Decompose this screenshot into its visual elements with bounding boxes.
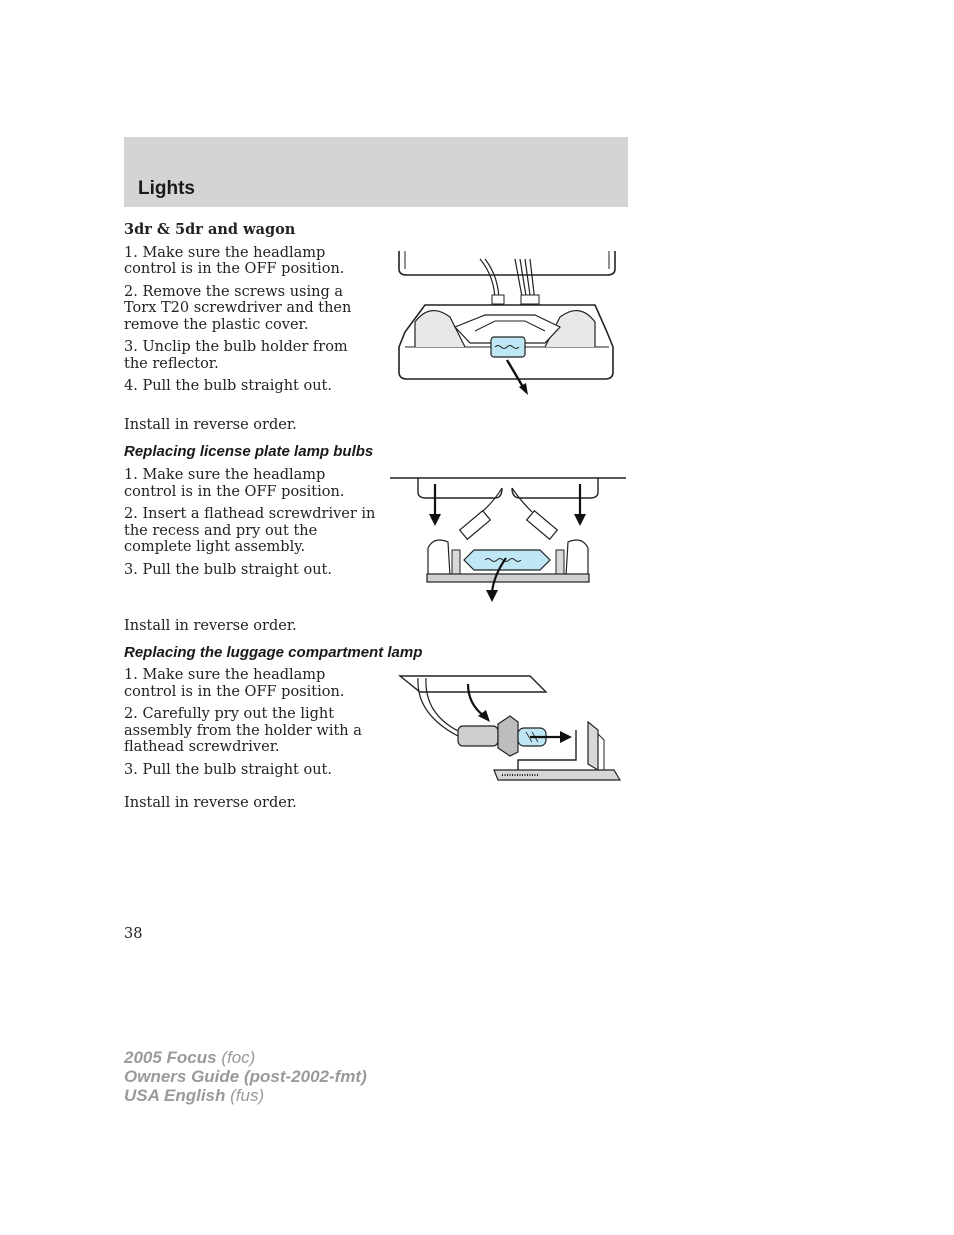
install-note-3: Install in reverse order. bbox=[124, 795, 297, 811]
luggage-lamp-illustration bbox=[398, 674, 623, 786]
section-luggage-lamp-text bbox=[124, 667, 369, 784]
footer-model-code: (foc) bbox=[221, 1048, 256, 1067]
step-2: 2. Remove the screws using a Torx T20 screwdriver and then remove the plastic cover. bbox=[124, 283, 352, 333]
step-3: 3. Pull the bulb straight out. bbox=[124, 761, 332, 778]
step-1: 1. Make sure the headlamp control is in the OFF position. bbox=[124, 467, 345, 500]
page-number: 38 bbox=[124, 926, 143, 942]
section-header-band bbox=[124, 137, 628, 207]
footer-line-2: Owners Guide (post-2002-fmt) bbox=[124, 1067, 367, 1086]
step-1: 1. Make sure the headlamp control is in the OFF position. bbox=[124, 244, 345, 277]
step-1: 1. Make sure the headlamp control is in the OFF position. bbox=[124, 667, 345, 700]
footer-line-3 bbox=[124, 1086, 367, 1105]
footer-line-1 bbox=[124, 1048, 367, 1067]
heading-luggage-compartment-lamp: Replacing the luggage compartment lamp bbox=[124, 644, 423, 661]
dome-lamp-illustration bbox=[395, 247, 625, 402]
document-footer bbox=[124, 1048, 367, 1105]
install-note-1: Install in reverse order. bbox=[124, 417, 297, 433]
license-plate-lamp-illustration bbox=[390, 470, 628, 610]
footer-language-code: (fus) bbox=[230, 1086, 265, 1105]
section-license-plate-text bbox=[124, 467, 376, 584]
step-2: 2. Insert a flathead screwdriver in the recess and pry out the complete light assembly. bbox=[124, 506, 376, 555]
step-3: 3. Unclip the bulb holder from the reflector. bbox=[124, 339, 348, 372]
install-note-2: Install in reverse order. bbox=[124, 618, 297, 634]
step-4: 4. Pull the bulb straight out. bbox=[124, 378, 332, 394]
footer-language: USA English bbox=[124, 1086, 226, 1105]
section-title: Lights bbox=[138, 178, 195, 199]
heading-license-plate-lamp: Replacing license plate lamp bulbs bbox=[124, 443, 374, 460]
step-2: 2. Carefully pry out the light assembly from the holder with a flathead screwdriver. bbox=[124, 706, 362, 755]
subheading-3dr-5dr-wagon: 3dr & 5dr and wagon bbox=[124, 221, 296, 238]
section-dome-lamp-text bbox=[124, 222, 374, 401]
step-3: 3. Pull the bulb straight out. bbox=[124, 561, 332, 578]
footer-model: 2005 Focus bbox=[124, 1048, 217, 1067]
